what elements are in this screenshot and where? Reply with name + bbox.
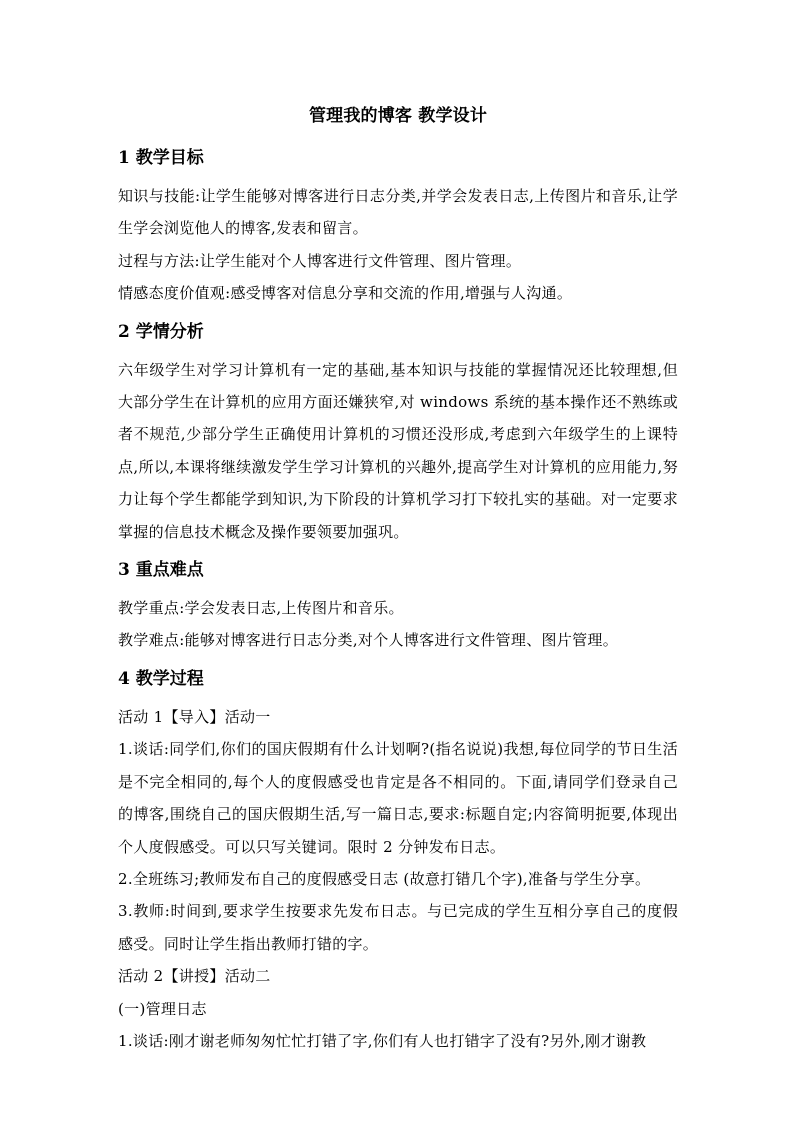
- section-heading: 1 教学目标: [118, 148, 204, 168]
- paragraph: 六年级学生对学习计算机有一定的基础,基本知识与技能的掌握情况还比较理想,但大部分学生在计算机的应用方面还嫌狭窄,对 windows 系统的基本操作还不熟练或者不规范,少部分学生正确使用计算机的习惯还没形成,考虑到六年级学生的上课特点,所以,本课将继续激发学生学习计算机的兴趣外,提高学生对计算机的应用能力,努力让每个学生都能学到知识,为下阶段的计算机学习打下较扎实的基础。对一定要求掌握的信息技术概念及操作要领要加强巩。: [118, 360, 678, 541]
- section-teaching-process: [118, 667, 678, 1057]
- paragraph: 过程与方法:让学生能对个人博客进行文件管理、图片管理。: [118, 251, 522, 270]
- paragraph: 教学难点:能够对博客进行日志分类,对个人博客进行文件管理、图片管理。: [118, 631, 619, 650]
- paragraph: 2.全班练习;教师发布自己的度假感受日志 (故意打错几个字),准备与学生分享。: [118, 869, 651, 888]
- document-title: 管理我的博客 教学设计: [308, 106, 488, 126]
- paragraph: 知识与技能:让学生能够对博客进行日志分类,并学会发表日志,上传图片和音乐,让学生学会浏览他人的博客,发表和留言。: [118, 187, 678, 238]
- paragraph: 活动 2【讲授】活动二: [118, 967, 271, 986]
- section-heading: 4 教学过程: [118, 668, 204, 689]
- section-heading: 2 学情分析: [118, 321, 204, 342]
- paragraph: 情感态度价值观:感受博客对信息分享和交流的作用,增强与人沟通。: [118, 284, 573, 303]
- paragraph: 1.谈话:刚才谢老师匆匆忙忙打错了字,你们有人也打错字了没有?另外,刚才谢教: [118, 1031, 647, 1050]
- paragraph: 教学重点:学会发表日志,上传图片和音乐。: [118, 599, 404, 618]
- section-teaching-goals: [118, 146, 678, 310]
- paragraph: 活动 1【导入】活动一: [118, 707, 271, 726]
- paragraph: 3.教师:时间到,要求学生按要求先发布日志。与已完成的学生互相分享自己的度假感受。同时让学生指出教师打错的字。: [118, 902, 678, 953]
- section-student-analysis: [118, 320, 678, 548]
- paragraph: (一)管理日志: [118, 999, 207, 1018]
- paragraph: 1.谈话:同学们,你们的国庆假期有什么计划啊?(指名说说)我想,每位同学的节日生活是不完全相同的,每个人的度假感受也肯定是各不相同的。下面,请同学们登录自己的博客,围绕自己的国庆假期生活,写一篇日志,要求:标题自定;内容简明扼要,体现出个人度假感受。可以只写关键词。限时 2 分钟发布日志。: [118, 740, 678, 856]
- document-content: [118, 104, 678, 1067]
- section-heading: 3 重点难点: [118, 560, 204, 581]
- section-key-points: [118, 558, 678, 657]
